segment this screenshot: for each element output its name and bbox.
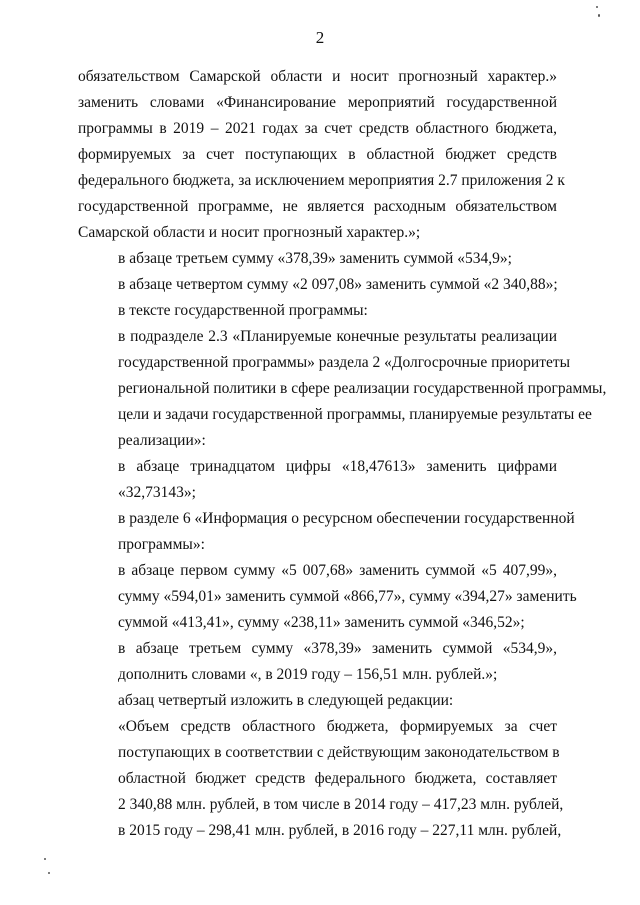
scan-speck (48, 872, 50, 874)
paragraph (78, 506, 575, 558)
text-line: в разделе 6 «Информация о ресурсном обеспечении государственной (118, 510, 575, 527)
text-line: в абзаце первом сумму «5 007,68» заменить суммой «5 407,99», (118, 562, 557, 579)
body-text (78, 64, 607, 844)
text-line: заменить словами «Финансирование мероприятий государственной (78, 94, 557, 111)
text-line: в абзаце третьем сумму «378,39» заменить суммой «534,9», (118, 640, 557, 657)
paragraph (78, 558, 577, 636)
text-line: региональной политики в сфере реализации государственной программы, (118, 380, 607, 397)
text-line: Самарской области и носит прогнозный характер.»; (78, 224, 421, 241)
text-line: в абзаце тринадцатом цифры «18,47613» заменить цифрами (118, 458, 557, 475)
scan-speck (596, 6, 598, 8)
text-line: областной бюджет средств федерального бюджета, составляет (118, 770, 557, 787)
scan-speck (44, 858, 46, 860)
text-line: в абзаце третьем сумму «378,39» заменить суммой «534,9»; (118, 250, 512, 267)
text-line: «32,73143»; (118, 484, 196, 501)
text-line: обязательством Самарской области и носит прогнозный характер.» (78, 68, 557, 85)
paragraph (78, 324, 607, 454)
paragraph (78, 688, 557, 714)
text-line: «Объем средств областного бюджета, формируемых за счет (118, 718, 557, 735)
text-line: абзац четвертый изложить в следующей редакции: (118, 692, 454, 709)
text-line: дополнить словами «, в 2019 году – 156,51 млн. рублей.»; (118, 666, 498, 683)
text-line: в подразделе 2.3 «Планируемые конечные результаты реализации (118, 328, 557, 345)
paragraph (78, 298, 557, 324)
text-line: государственной программы» раздела 2 «Долгосрочные приоритеты (118, 354, 571, 371)
text-line: в 2015 году – 298,41 млн. рублей, в 2016 году – 227,11 млн. рублей, (118, 822, 562, 839)
scan-speck (598, 14, 600, 17)
text-line: суммой «413,41», сумму «238,11» заменить суммой «346,52»; (118, 614, 525, 631)
paragraph (78, 636, 557, 688)
text-line: формируемых за счет поступающих в областной бюджет средств (78, 146, 557, 163)
text-line: программы в 2019 – 2021 годах за счет средств областного бюджета, (78, 120, 557, 137)
text-line: реализации»: (118, 432, 206, 449)
text-line: цели и задачи государственной программы, планируемые результаты ее (118, 406, 592, 423)
text-line: сумму «594,01» заменить суммой «866,77», сумму «394,27» заменить (118, 588, 577, 605)
paragraph (78, 714, 564, 844)
text-line: в тексте государственной программы: (118, 302, 368, 319)
text-line: 2 340,88 млн. рублей, в том числе в 2014 году – 417,23 млн. рублей, (118, 796, 564, 813)
text-line: программы»: (118, 536, 205, 553)
page-number: 2 (315, 28, 325, 47)
text-line: государственной программе, не является расходным обязательством (78, 198, 557, 215)
text-line: федерального бюджета, за исключением мероприятия 2.7 приложения 2 к (78, 172, 565, 189)
paragraph (78, 454, 557, 506)
paragraph (78, 246, 557, 272)
text-line: поступающих в соответствии с действующим законодательством в (118, 744, 560, 761)
paragraph (78, 272, 557, 298)
text-line: в абзаце четвертом сумму «2 097,08» заменить суммой «2 340,88»; (118, 276, 558, 293)
paragraph (78, 64, 565, 246)
